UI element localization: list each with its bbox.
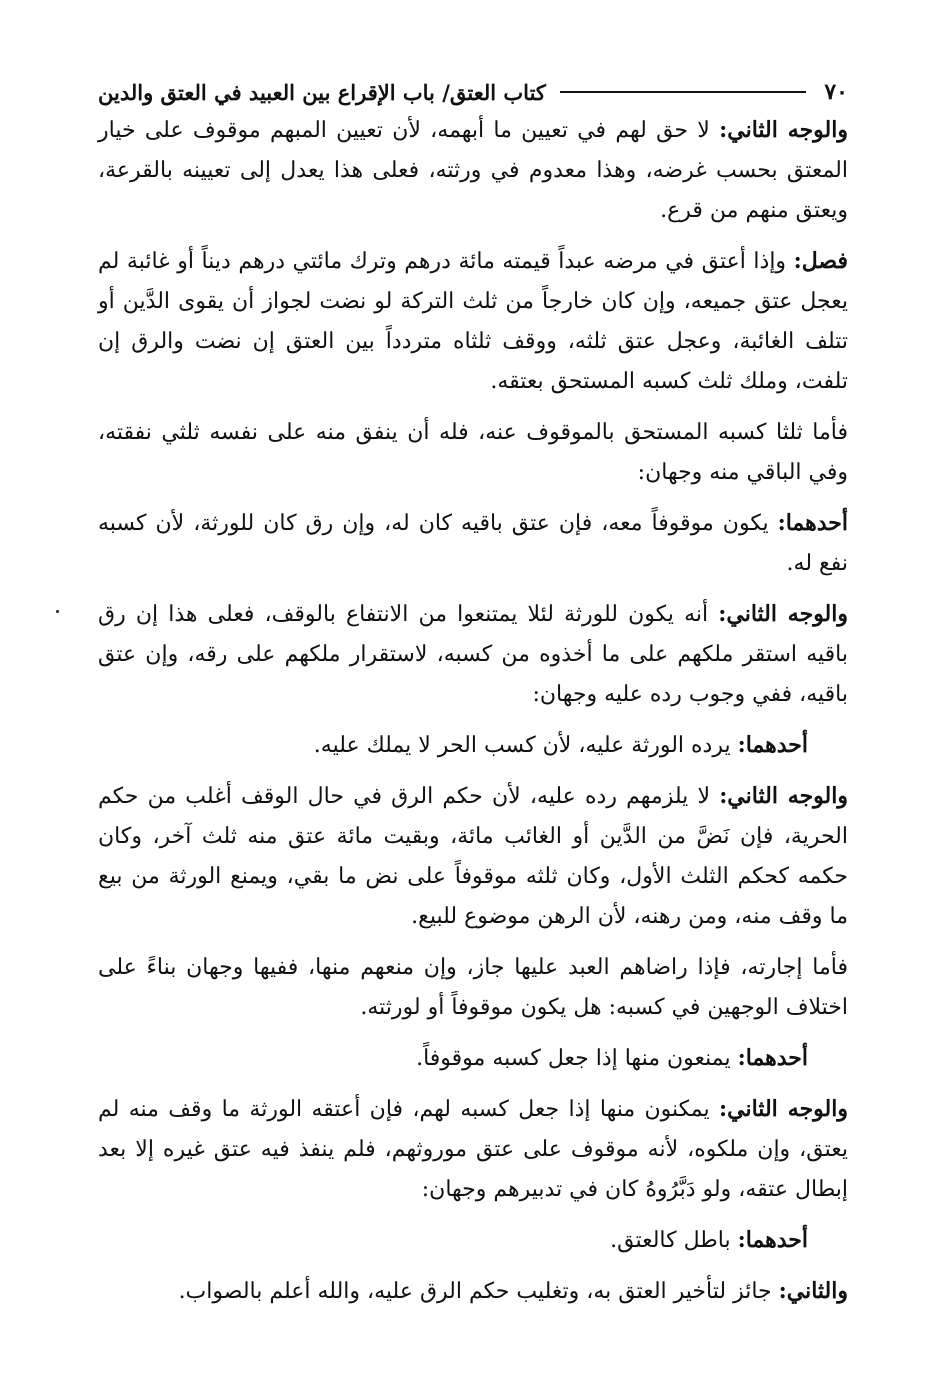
paragraph-lead: أحدهما: [777,510,848,536]
paragraph [98,503,848,584]
paragraph [98,412,848,493]
running-title: كتاب العتق/ باب الإقراع بين العبيد في العتق والدين [98,79,546,105]
paragraph-lead: والوجه الثاني: [719,117,848,143]
paragraph-lead: أحدهما: [737,1045,808,1071]
paragraph-text: فأما ثلثا كسبه المستحق بالموقوف عنه، فله أن ينفق منه على نفسه ثلثي نفقته، وفي الباقي منه وجهان: [98,420,848,485]
paragraph-text: يكون موقوفاً معه، فإن عتق باقيه كان له، وإن رق كان للورثة، لأن كسبه نفع له. [98,511,848,576]
paragraph-lead: فصل: [793,248,848,274]
paragraph-text: فأما إجارته، فإذا راضاهم العبد عليها جاز، وإن منعهم منها، ففيها وجهان بناءً على اختلاف الوجهين في كسبه: هل يكون موقوفاً أو لورثته. [98,955,848,1020]
margin-dot [56,610,59,613]
paragraph [98,241,848,402]
paragraph [98,776,848,937]
paragraph-text: باطل كالعتق. [610,1228,738,1253]
page-body [98,110,848,1322]
paragraph-text: أنه يكون للورثة لئلا يمتنعوا من الانتفاع بالوقف، فعلى هذا إن رق باقيه استقر ملكهم على ما أخذوه من كسبه، لاستقرار ملكهم على رقه، وإن عتق باقيه، ففي وجوب رده عليه وجهان: [98,602,848,707]
paragraph-text: يمكنون منها إذا جعل كسبه لهم، فإن أعتقه الورثة ما وقف منه لم يعتق، وإن ملكوه، لأنه موقوف على عتق موروثهم، فلم ينفذ فيه عتق غيره إلا بعد إبطال عتقه، ولو دَبَّرُوهُ كان في تدبيرهم وجهان: [98,1097,848,1202]
paragraph-text: جائز لتأخير العتق به، وتغليب حكم الرق عليه، والله أعلم بالصواب. [178,1279,779,1304]
page-number: ٧٠ [824,79,848,105]
paragraph-text: يرده الورثة عليه، لأن كسب الحر لا يملك عليه. [313,733,738,758]
header-rule [560,91,806,93]
paragraph-lead: والثاني: [778,1278,848,1304]
paragraph [98,1271,848,1312]
paragraph-lead: والوجه الثاني: [719,783,848,809]
paragraph [98,594,848,715]
paragraph-lead: والوجه الثاني: [719,1096,848,1122]
paragraph-text: وإذا أعتق في مرضه عبداً قيمته مائة درهم وترك مائتي درهم ديناً أو غائبة لم يعجل عتق جميعه، وإن كان خارجاً من ثلث التركة لو نضت لجواز أن يقوى الدَّين أو تتلف الغائبة، وعجل عتق ثلثه، ووقف ثلثاه متردداً بين العتق إن نضت والرق إن تلفت، وملك ثلث كسبه المستحق بعتقه. [98,249,848,394]
running-header [98,74,848,110]
paragraph [98,110,848,231]
paragraph [98,1220,848,1261]
paragraph [98,1038,848,1079]
paragraph-lead: أحدهما: [737,1227,808,1253]
paragraph-text: لا حق لهم في تعيين ما أبهمه، لأن تعيين المبهم موقوف على خيار المعتق بحسب غرضه، وهذا معدوم في ورثته، فعلى هذا يعدل إلى تعيينه بالقرعة، ويعتق منهم من قرع. [98,118,848,223]
paragraph-text: يمنعون منها إذا جعل كسبه موقوفاً. [416,1046,738,1071]
paragraph [98,725,848,766]
paragraph-text: لا يلزمهم رده عليه، لأن حكم الرق في حال الوقف أغلب من حكم الحرية، فإن نَضَّ من الدَّين أو الغائب مائة، وبقيت مائة عتق منه ثلث آخر، وكان حكمه كحكم الثلث الأول، وكان ثلثه موقوفاً على نض ما بقي، ويمنع الورثة من بيع ما وقف منه، ومن رهنه، لأن الرهن موضوع للبيع. [98,784,848,929]
paragraph-lead: أحدهما: [737,732,808,758]
paragraph [98,947,848,1028]
paragraph [98,1089,848,1210]
paragraph-lead: والوجه الثاني: [718,601,848,627]
